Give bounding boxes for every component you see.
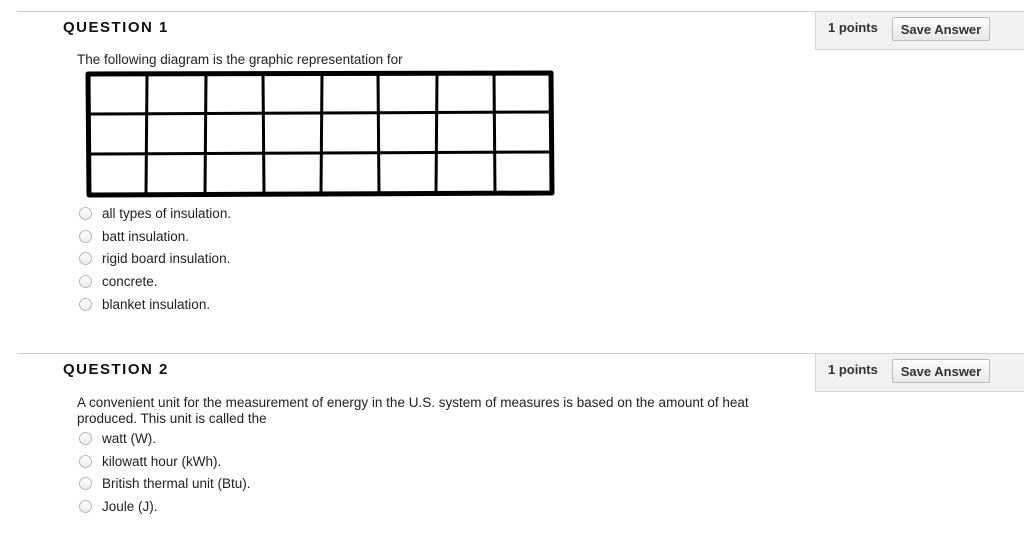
option-label: Joule (J). bbox=[102, 498, 158, 514]
answer-option[interactable] bbox=[79, 495, 251, 518]
radio-button[interactable] bbox=[79, 432, 92, 445]
answer-options bbox=[79, 427, 251, 518]
radio-button[interactable] bbox=[79, 298, 92, 311]
option-label: all types of insulation. bbox=[102, 205, 232, 221]
option-label: watt (W). bbox=[102, 430, 156, 446]
answer-option[interactable] bbox=[79, 247, 231, 270]
answer-option[interactable] bbox=[79, 427, 251, 450]
option-label: concrete. bbox=[102, 273, 158, 289]
question-2 bbox=[17, 353, 1024, 545]
option-label: blanket insulation. bbox=[102, 296, 211, 312]
points-label: 1 points bbox=[828, 20, 878, 35]
radio-button[interactable] bbox=[79, 477, 92, 490]
answer-option[interactable] bbox=[79, 270, 231, 293]
option-label: British thermal unit (Btu). bbox=[102, 476, 251, 492]
option-label: kilowatt hour (kWh). bbox=[102, 453, 222, 469]
option-label: rigid board insulation. bbox=[102, 251, 231, 267]
question-title: QUESTION 1 bbox=[63, 19, 169, 36]
answer-option[interactable] bbox=[79, 450, 251, 473]
save-answer-button[interactable]: Save Answer bbox=[892, 17, 990, 41]
points-label: 1 points bbox=[828, 362, 878, 377]
answer-options bbox=[79, 202, 231, 315]
answer-option[interactable] bbox=[79, 293, 231, 316]
answer-option[interactable] bbox=[79, 472, 251, 495]
question-title: QUESTION 2 bbox=[63, 361, 169, 378]
question-prompt: The following diagram is the graphic representation for bbox=[77, 52, 403, 67]
answer-option[interactable] bbox=[79, 202, 231, 225]
question-prompt: A convenient unit for the measurement of energy in the U.S. system of measures is based on the amount of heat produced. This unit is called the bbox=[77, 395, 749, 426]
radio-button[interactable] bbox=[79, 455, 92, 468]
question-1 bbox=[17, 11, 1024, 332]
radio-button[interactable] bbox=[79, 500, 92, 513]
radio-button[interactable] bbox=[79, 207, 92, 220]
answer-option[interactable] bbox=[79, 225, 231, 248]
insulation-diagram-image bbox=[85, 69, 555, 199]
radio-button[interactable] bbox=[79, 275, 92, 288]
radio-button[interactable] bbox=[79, 252, 92, 265]
question-header-actions bbox=[815, 12, 1024, 50]
option-label: batt insulation. bbox=[102, 228, 190, 244]
save-answer-button[interactable]: Save Answer bbox=[892, 359, 990, 383]
radio-button[interactable] bbox=[79, 230, 92, 243]
question-header-actions bbox=[815, 354, 1024, 392]
